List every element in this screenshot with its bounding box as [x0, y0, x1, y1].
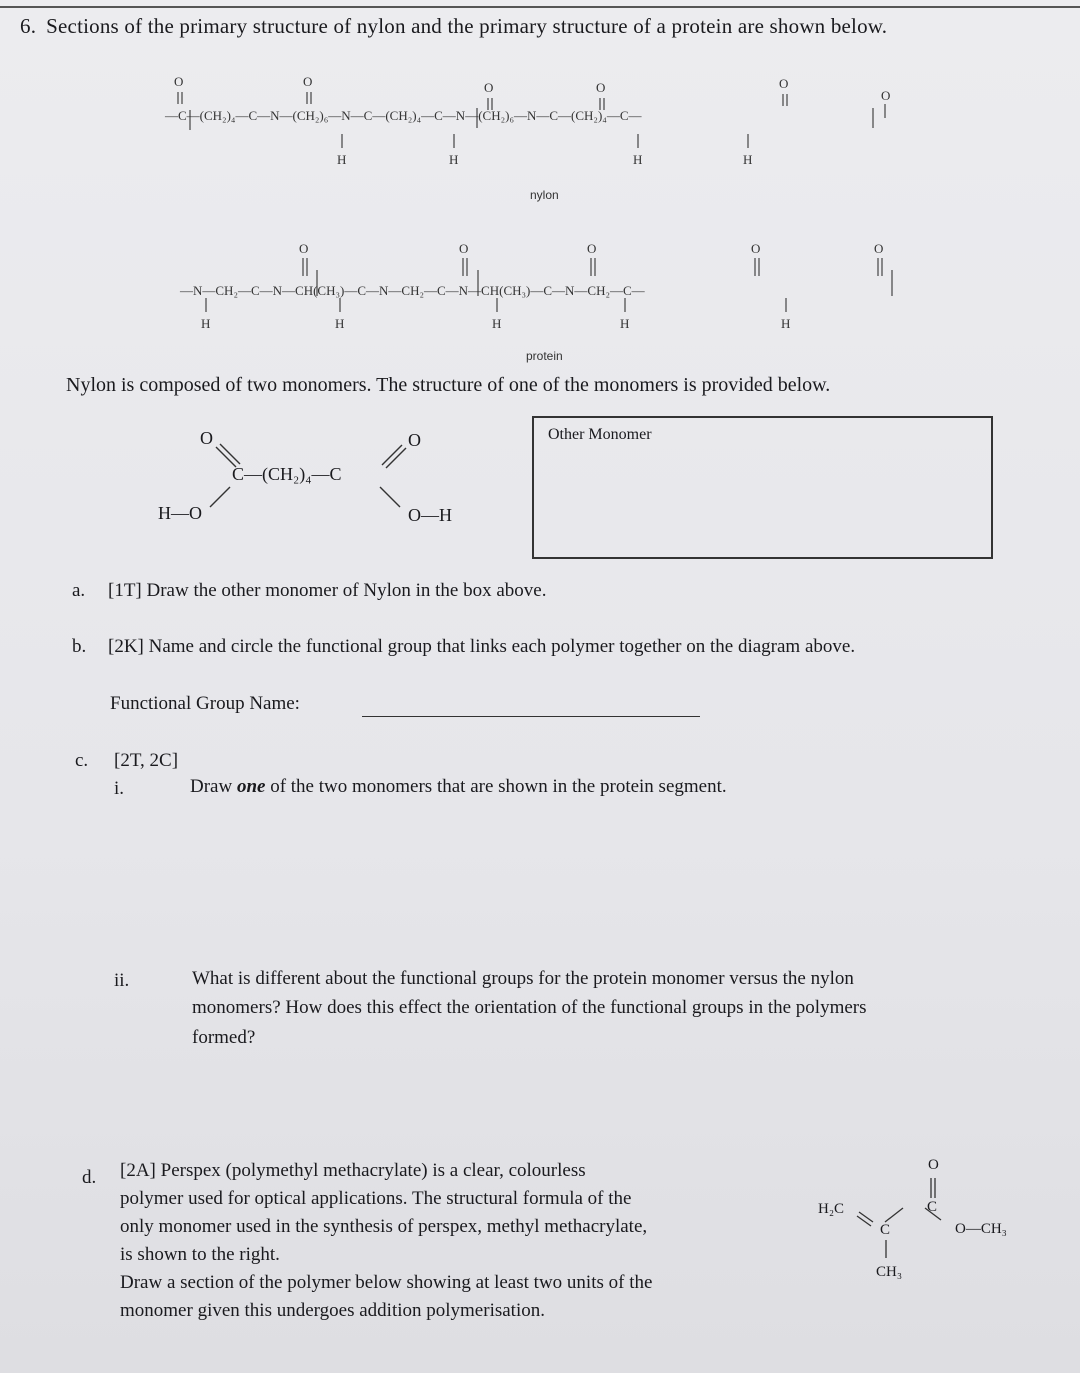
- mma-h2c: H₂C: [818, 1201, 845, 1217]
- monomer-right-oh: O—H: [408, 505, 452, 525]
- svg-text:H: H: [620, 316, 630, 331]
- part-b-text: [2K] Name and circle the functional group that links each polymer together on the diagram above.: [108, 636, 856, 657]
- part-c-i-text-post: of the two monomers that are shown in the protein segment.: [265, 776, 727, 797]
- nylon-chain: —C—(CH₂)₄—C—N—(CH₂)₆—N—C—(CH₂)₄—C—N—(CH₂)₆—N—C—(CH₂)₄—C—: [165, 108, 642, 123]
- part-c-i-answer-space[interactable]: [190, 806, 990, 956]
- part-d-text: [120, 1157, 652, 1325]
- part-c-i-text-emphasis: one: [236, 776, 266, 797]
- monomer-o-right: O: [408, 430, 421, 450]
- mma-c1: C: [880, 1222, 891, 1238]
- part-c-ii-line1: What is different about the functional groups for the protein monomer versus the nylon: [192, 968, 854, 989]
- part-d-line: monomer given this undergoes addition polymerisation.: [120, 1300, 545, 1321]
- svg-text:O: O: [881, 88, 891, 103]
- svg-text:O: O: [779, 76, 789, 91]
- part-c-ii-label: ii.: [114, 970, 130, 991]
- part-c-i-text: [190, 776, 727, 798]
- mma-c2: C: [927, 1199, 938, 1215]
- svg-text:H: H: [781, 316, 791, 331]
- protein-label: protein: [526, 349, 563, 363]
- part-d-letter: d.: [82, 1167, 97, 1188]
- nylon-label: nylon: [530, 188, 559, 202]
- part-c-i-text-pre: Draw: [190, 776, 237, 797]
- top-divider: [0, 6, 1080, 8]
- part-d-line: Draw a section of the polymer below showing at least two units of the: [120, 1272, 653, 1293]
- svg-text:H: H: [335, 316, 345, 331]
- functional-group-answer-line[interactable]: [362, 716, 700, 717]
- part-c-ii-line3: formed?: [192, 1027, 256, 1048]
- functional-group-label: Functional Group Name:: [110, 693, 300, 714]
- svg-text:H: H: [201, 316, 211, 331]
- nylon-intro-text: Nylon is composed of two monomers. The structure of one of the monomers is provided below.: [66, 374, 831, 396]
- part-c-letter: c.: [75, 750, 89, 771]
- monomer-center-chain: C—(CH₂)₄—C: [232, 464, 342, 484]
- mma-och3: O—CH₃: [955, 1221, 1007, 1237]
- svg-text:H: H: [633, 152, 643, 167]
- svg-text:O: O: [587, 241, 597, 256]
- question-number: 6.: [20, 14, 37, 38]
- mma-ch3: CH₃: [876, 1264, 903, 1280]
- part-d-line: only monomer used in the synthesis of perspex, methyl methacrylate,: [120, 1216, 648, 1237]
- part-a-text: [1T] Draw the other monomer of Nylon in the box above.: [108, 580, 547, 601]
- part-c-marks: [2T, 2C]: [114, 750, 179, 771]
- protein-chain: —N—CH₂—C—N—CH(CH₃)—C—N—CH₂—C—N—CH(CH₃)—C—N—CH₂—C—: [180, 283, 645, 298]
- question-title: [20, 14, 887, 39]
- svg-text:O: O: [299, 241, 309, 256]
- part-d-line: polymer used for optical applications. The structural formula of the: [120, 1188, 632, 1209]
- monomer-left-oh: H—O: [158, 503, 202, 523]
- svg-text:O: O: [303, 74, 313, 89]
- part-c-i-label: i.: [114, 778, 125, 799]
- svg-text:O: O: [596, 80, 606, 95]
- question-title-text: Sections of the primary structure of nylon and the primary structure of a protein are shown below.: [46, 14, 888, 38]
- svg-text:H: H: [449, 152, 459, 167]
- other-monomer-box-label: Other Monomer: [548, 426, 652, 443]
- svg-text:H: H: [337, 152, 347, 167]
- part-a-letter: a.: [72, 580, 86, 601]
- part-d-line: [2A] Perspex (polymethyl methacrylate) is a clear, colourless: [120, 1160, 586, 1181]
- part-c-ii-answer-space[interactable]: [190, 1056, 990, 1146]
- svg-text:H: H: [492, 316, 502, 331]
- svg-text:O: O: [459, 241, 469, 256]
- part-c-ii-line2: monomers? How does this effect the orientation of the functional groups in the polymers: [192, 997, 867, 1018]
- part-d-line: is shown to the right.: [120, 1244, 280, 1265]
- part-b-letter: b.: [72, 636, 87, 657]
- svg-text:O: O: [174, 74, 184, 89]
- mma-o-top: O: [928, 1157, 939, 1173]
- svg-text:H: H: [743, 152, 753, 167]
- monomer-o-left: O: [200, 428, 213, 448]
- svg-text:O: O: [484, 80, 494, 95]
- svg-text:O: O: [874, 241, 884, 256]
- svg-text:O: O: [751, 241, 761, 256]
- nylon-bonds: [160, 70, 920, 180]
